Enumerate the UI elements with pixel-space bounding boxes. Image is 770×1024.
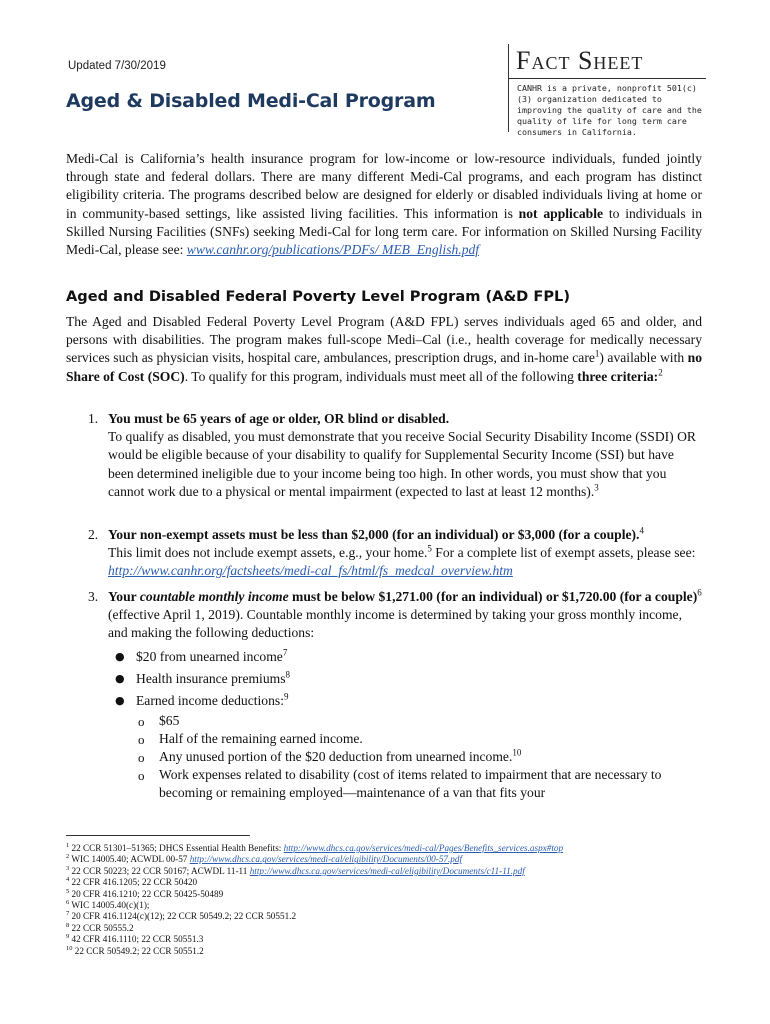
fact-sheet-label: Fact Sheet — [516, 46, 644, 75]
exempt-assets-link[interactable]: http://www.canhr.org/factsheets/medi-cal_fs/html/fs_medcal_overview.htm — [108, 563, 513, 579]
sub-bullet-icon: o — [138, 732, 145, 747]
footnote-item — [66, 900, 149, 911]
footnote-number: 6 — [66, 898, 70, 906]
intro-bold: not applicable — [518, 205, 604, 221]
updated-date: Updated 7/30/2019 — [68, 60, 166, 72]
footnote-item — [66, 934, 203, 945]
list-item-text: Earned income deductions: — [136, 693, 284, 708]
list-item: $65 — [159, 713, 180, 728]
footnote-text: 22 CCR 50555.2 — [69, 922, 134, 933]
criterion-3-bold-italic: countable monthly income — [139, 589, 289, 604]
footnote-ref: 3 — [594, 482, 599, 493]
section-text-c: . To qualify for this program, individuals must meet all of the following — [184, 368, 578, 384]
footnote-number: 7 — [66, 910, 70, 918]
criterion-1-heading: You must be 65 years of age or older, OR blind or disabled. — [108, 411, 450, 426]
footnote-number: 2 — [66, 853, 70, 861]
footnote-item — [66, 911, 296, 922]
footnote-ref: 4 — [639, 525, 644, 536]
header-vertical-divider — [508, 44, 509, 132]
footnote-link[interactable]: http://www.dhcs.ca.gov/services/medi-cal/eligibility/Documents/00-57.pdf — [189, 854, 463, 865]
footnote-text: 22 CCR 51301–51365; DHCS Essential Health Benefits: — [69, 843, 284, 853]
section-heading: Aged and Disabled Federal Poverty Level Program (A&D FPL) — [66, 288, 571, 305]
footnote-text: 22 CCR 50549.2; 22 CCR 50551.2 — [72, 945, 204, 956]
page-title: Aged & Disabled Medi-Cal Program — [66, 90, 436, 112]
criterion-3-bold-b: must be below $1,271.00 (for an individual) or $1,720.00 (for a couple) — [288, 589, 698, 604]
bullet-icon: ● — [115, 650, 125, 663]
list-item — [159, 748, 521, 766]
section-bold-criteria: three criteria: — [577, 368, 659, 384]
bullet-icon: ● — [115, 672, 125, 685]
sub-bullet-icon: o — [138, 714, 145, 729]
criterion-3-bold-a: Your — [108, 589, 140, 604]
footnote-item — [66, 946, 204, 957]
footnote-number: 5 — [66, 887, 70, 895]
footnote-ref: 1 — [594, 348, 600, 359]
criterion-2-text-a: This limit does not include exempt assets, e.g., your home. — [108, 545, 428, 561]
footnote-number: 4 — [66, 876, 70, 884]
footnote-text: WIC 14005.40; ACWDL 00-57 — [69, 854, 190, 865]
section-text-a: The Aged and Disabled Federal Poverty Level Program (A&D FPL) serves individuals aged 65 and older, and persons with disabilities. The program makes full-scope Medi–Cal (i.e., health coverage for medically necessary services such as physician visits, hospital care, ambulances, prescription drugs, and in-home care — [66, 314, 702, 366]
criterion-3-text: (effective April 1, 2019). Countable monthly income is determined by taking your gross monthly income, and making the following deductions: — [108, 607, 682, 641]
footnote-divider — [66, 835, 250, 836]
criterion-number: 2. — [88, 527, 99, 542]
list-item-text: Health insurance premiums — [136, 671, 286, 686]
footnote-item — [66, 854, 462, 865]
intro-text-a: Medi-Cal is California’s health insurance program for low-income or low-resource individuals, funded jointly through state and federal dollars. There are many different Medi-Cal programs, and each program has distinct eligibility criteria. The programs described below are designed for elderly or disabled individuals living at home or in community-based settings, like assisted living facilities. This information is — [66, 151, 702, 221]
footnote-item — [66, 877, 197, 888]
criterion-2 — [108, 526, 702, 581]
footnote-ref: 5 — [427, 543, 432, 554]
footnote-ref: 9 — [283, 691, 289, 702]
footnote-text: 42 CFR 416.1110; 22 CCR 50551.3 — [69, 934, 204, 945]
intro-text-b: to individuals in Skilled Nursing Facilities (SNFs) seeking Medi-Cal for long term care. For information on Skilled Nursing Facility Medi-Cal, please see: — [66, 205, 702, 258]
footnote-link[interactable]: http://www.dhcs.ca.gov/services/medi-cal/Pages/Benefits_services.aspx#top — [283, 843, 564, 853]
snf-medi-cal-link[interactable]: www.canhr.org/publications/PDFs/ MEB_English.pdf — [186, 242, 480, 258]
sub-bullet-icon: o — [138, 768, 145, 783]
list-item-text: Any unused portion of the $20 deduction from unearned income. — [159, 749, 513, 764]
footnote-text: 22 CCR 50223; 22 CCR 50167; ACWDL 11-11 — [69, 865, 250, 876]
sub-bullet-icon: o — [138, 750, 145, 765]
footnote-ref: 10 — [512, 747, 522, 758]
criterion-2-heading: Your non-exempt assets must be less than $2,000 (for an individual) or $3,000 (for a couple). — [108, 527, 640, 542]
footnote-text: 22 CFR 416.1205; 22 CCR 50420 — [69, 877, 198, 888]
list-item — [136, 670, 290, 688]
footnote-number: 10 — [66, 944, 73, 952]
intro-paragraph — [66, 150, 702, 259]
section-bold-soc: no Share of Cost (SOC) — [66, 350, 703, 384]
footnote-number: 9 — [66, 933, 70, 941]
section-text-b: ) available with — [599, 350, 688, 366]
footnote-ref: 6 — [697, 587, 702, 598]
footnote-ref: 7 — [282, 647, 288, 658]
footnote-text: 20 CFR 416.1210; 22 CCR 50425-50489 — [69, 888, 224, 899]
criterion-1 — [108, 410, 702, 501]
list-item: Work expenses related to disability (cost of items related to impairment that are necessary to becoming or remaining employed—maintenance of a van that fits your — [159, 767, 662, 801]
list-item: Half of the remaining earned income. — [159, 731, 363, 746]
footnote-text: 20 CFR 416.1124(c)(12); 22 CCR 50549.2; 22 CCR 50551.2 — [69, 911, 297, 922]
criterion-number: 1. — [88, 411, 99, 426]
footnote-text: WIC 14005.40(c)(1); — [69, 900, 150, 910]
criterion-number: 3. — [88, 589, 99, 604]
footnote-number: 1 — [66, 841, 70, 849]
footnote-ref: 8 — [285, 669, 290, 680]
footnote-item — [66, 866, 525, 877]
footnote-ref: 2 — [658, 367, 663, 378]
footnote-item — [66, 843, 563, 854]
header-horizontal-divider — [508, 78, 706, 79]
criterion-3 — [108, 588, 702, 643]
footnote-link[interactable]: http://www.dhcs.ca.gov/services/medi-cal/eligibility/Documents/c11-11.pdf — [249, 865, 525, 876]
criterion-1-text: To qualify as disabled, you must demonstrate that you receive Social Security Disability Income (SSDI) OR would be eligible because of your disability to qualify for Supplemental Security Income (SSI) but have been determined ineligible due to your income being too high. In other words, you must show that you cannot work due to a physical or mental impairment (expected to last at least 12 months). — [108, 429, 696, 499]
footnote-item — [66, 923, 134, 934]
footnote-item — [66, 889, 223, 900]
list-item — [136, 648, 287, 666]
list-item — [136, 692, 288, 710]
list-item-text: $20 from unearned income — [136, 649, 283, 664]
criterion-2-text-b: For a complete list of exempt assets, please see: — [431, 545, 696, 561]
section-paragraph — [66, 313, 702, 386]
footnote-number: 8 — [66, 921, 70, 929]
footnote-number: 3 — [66, 864, 70, 872]
bullet-icon: ● — [115, 694, 125, 707]
canhr-description: CANHR is a private, nonprofit 501(c)(3) organization dedicated to improving the quality of care and the quality of life for long term care consumers in California. — [517, 83, 702, 137]
